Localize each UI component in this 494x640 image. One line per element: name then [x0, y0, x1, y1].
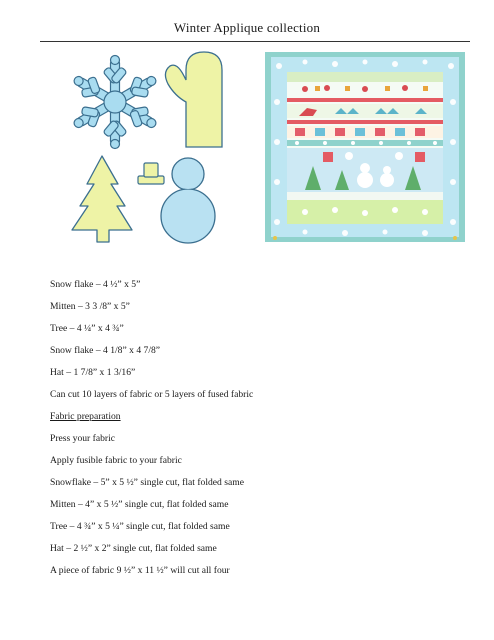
- line-mitten-cut: Mitten – 4” x 5 ½” single cut, flat folded same: [50, 499, 229, 510]
- snowman-shape: [161, 158, 215, 243]
- mitten-shape: [165, 52, 222, 147]
- line-hat-cut: Hat – 2 ½” x 2” single cut, flat folded same: [50, 543, 217, 554]
- fabric-preparation-heading: Fabric preparation: [50, 411, 121, 422]
- line-tree-size: Tree – 4 ¼” x 4 ¾”: [50, 323, 124, 334]
- line-fabric-piece: A piece of fabric 9 ½” x 11 ½” will cut all four: [50, 565, 230, 576]
- line-snowflake2-size: Snow flake – 4 1/8” x 4 7/8”: [50, 345, 161, 356]
- page-title: Winter Applique collection: [173, 20, 321, 35]
- quilt-photo: [265, 52, 465, 242]
- line-snowflake-cut: Snowflake – 5” x 5 ½” single cut, flat folded same: [50, 477, 244, 488]
- hat-shape: [138, 163, 164, 184]
- snowflake-shape: [69, 56, 162, 149]
- tree-shape: [72, 156, 132, 242]
- line-apply-fusible: Apply fusible fabric to your fabric: [50, 455, 182, 466]
- line-mitten-size: Mitten – 3 3 /8” x 5”: [50, 301, 130, 312]
- line-press-fabric: Press your fabric: [50, 433, 116, 444]
- line-snowflake-size: Snow flake – 4 ½” x 5”: [50, 279, 141, 290]
- instructions-list: [50, 278, 253, 586]
- line-tree-cut: Tree – 4 ¾” x 5 ¼” single cut, flat folded same: [50, 521, 230, 532]
- line-hat-size: Hat – 1 7/8” x 1 3/16”: [50, 367, 136, 378]
- line-layers-note: Can cut 10 layers of fabric or 5 layers of fused fabric: [50, 389, 254, 400]
